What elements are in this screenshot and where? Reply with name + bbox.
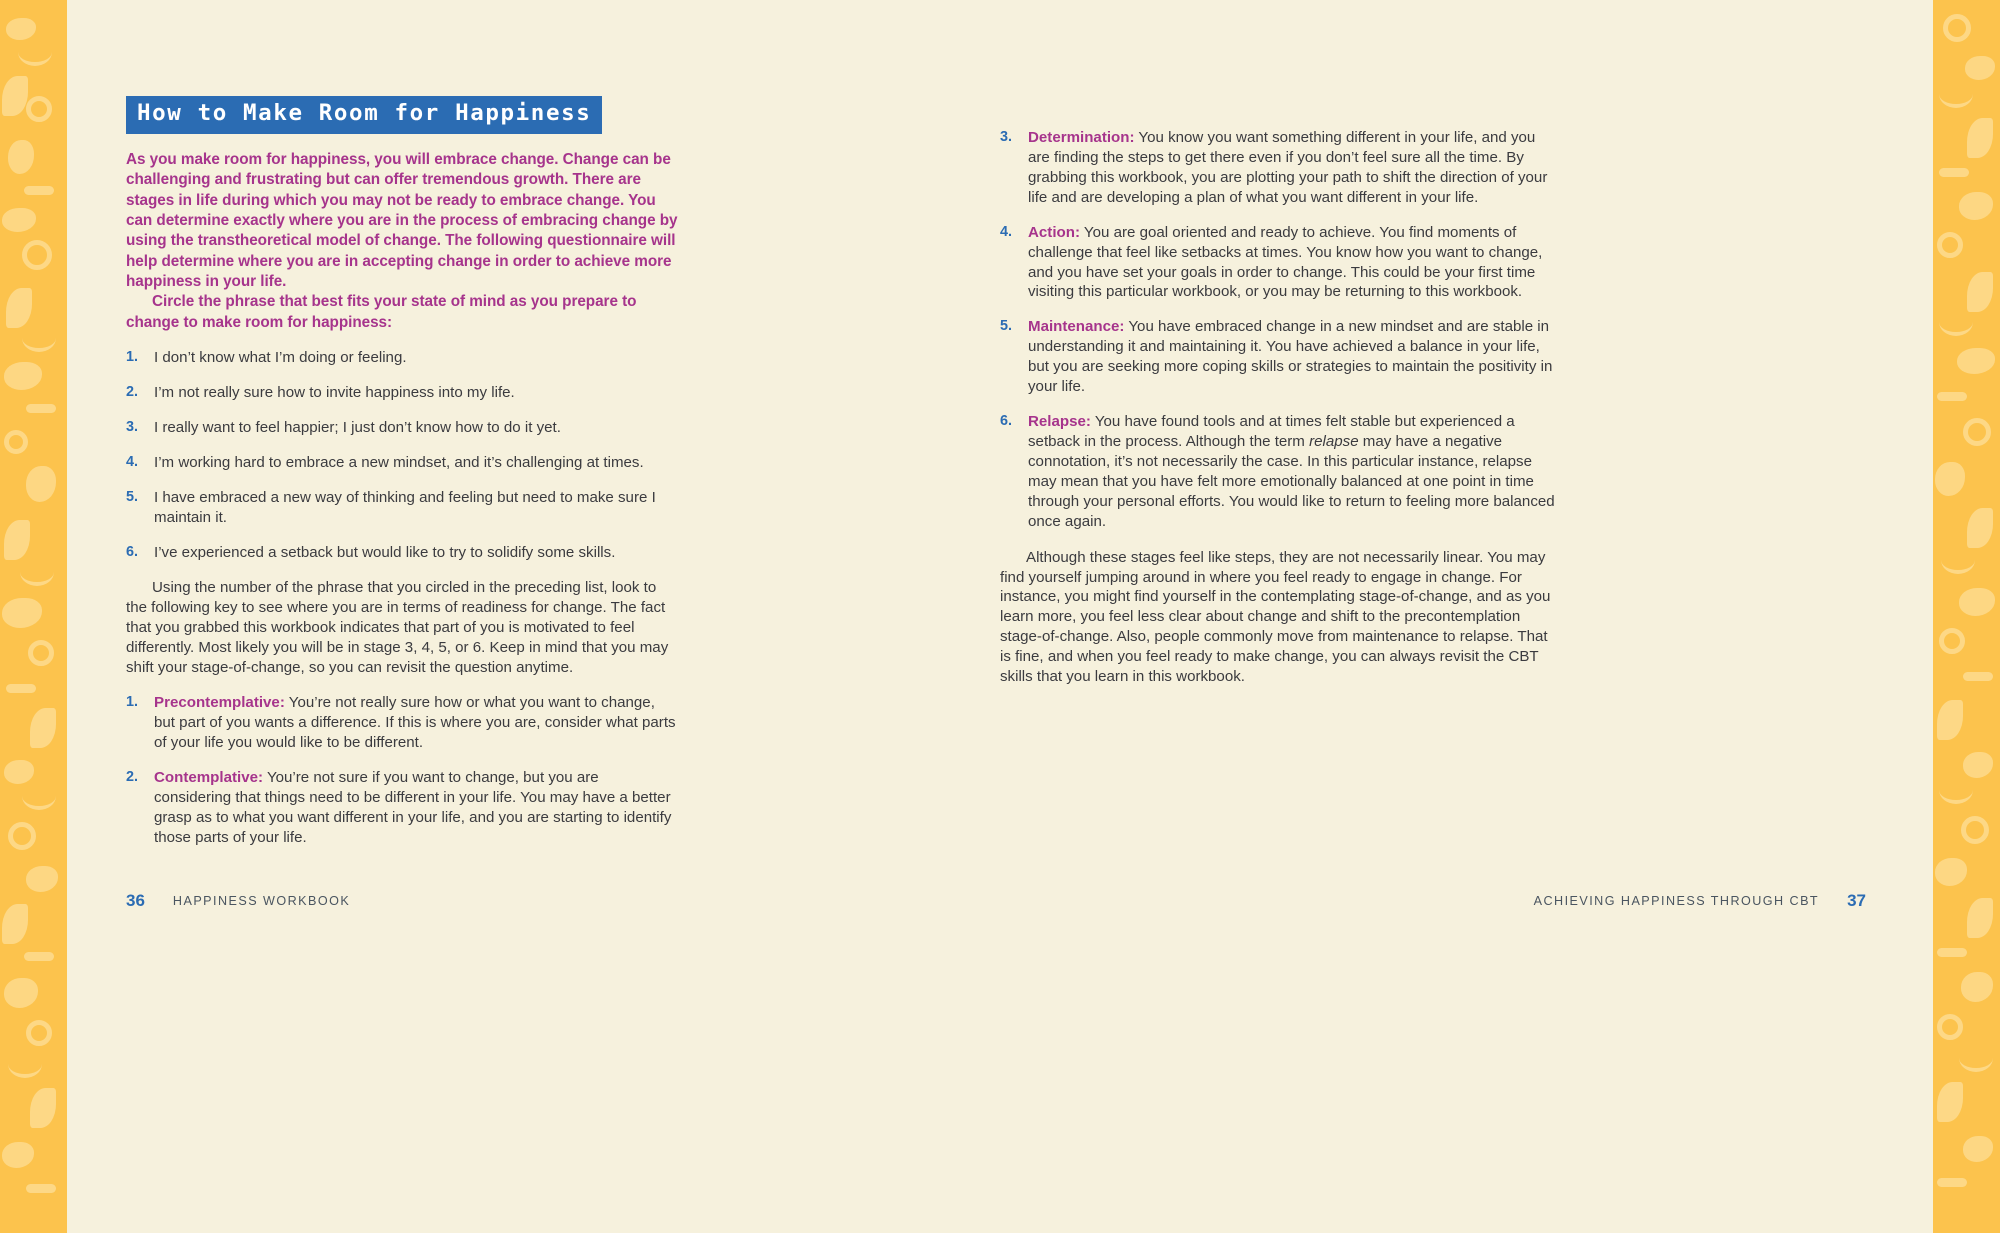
- stage-key-list-right: [1000, 128, 1560, 532]
- list-item-text: I’m not really sure how to invite happiness into my life.: [154, 383, 515, 401]
- list-item-number: 5.: [126, 488, 139, 505]
- key-intro-paragraph: Using the number of the phrase that you circled in the preceding list, look to the following key to see where you are in terms of readiness for change. The fact that you grabbed this workbook indicates that part of you is motivated to feel differently. Most likely you will be in stage 3, 4, 5, or 6. Keep in mind that you may shift your stage-of-change, so you can revisit the question anytime.: [126, 579, 669, 677]
- list-item-number: 1.: [126, 348, 139, 365]
- page-number: 37: [1847, 891, 1866, 910]
- list-item-number: 2.: [126, 383, 139, 400]
- footer-right: [1534, 881, 1866, 921]
- footer-left: [126, 881, 350, 921]
- decorative-border-right: [1933, 0, 2000, 1233]
- stage-description: You know you want something different in your life, and you are finding the steps to get there even if you don’t feel sure all the time. By grabbing this workbook, you are plotting your path to shift the direction of your life and are developing a plan of what you want different in your life.: [1028, 129, 1548, 206]
- list-item-number: 4.: [1000, 223, 1013, 240]
- decorative-border-left: [0, 0, 67, 1233]
- list-item[interactable]: [126, 488, 680, 528]
- right-page-content: [1000, 128, 1560, 687]
- page-title: How to Make Room for Happiness: [126, 96, 602, 134]
- page-number: 36: [126, 891, 145, 910]
- list-item[interactable]: [1000, 412, 1560, 532]
- list-item[interactable]: [126, 453, 680, 473]
- stage-term: Determination:: [1028, 129, 1135, 146]
- list-item-text: I’ve experienced a setback but would like to try to solidify some skills.: [154, 543, 616, 561]
- list-item-number: 2.: [126, 768, 139, 785]
- stage-description-before: You have found tools and at times felt stable but experienced a setback in the process. Although the term: [1028, 413, 1515, 450]
- list-item[interactable]: [126, 418, 680, 438]
- list-item-text: I don’t know what I’m doing or feeling.: [154, 348, 407, 366]
- list-item[interactable]: [1000, 223, 1560, 303]
- list-item-number: 1.: [126, 694, 139, 711]
- stage-term: Relapse:: [1028, 413, 1091, 431]
- stage-description: You’re not sure if you want to change, but you are considering that things need to be different in your life. You may have a better grasp as to what you want different in your life, and you are starting to identify those parts of your life.: [154, 768, 672, 846]
- stage-description: You have embraced change in a new mindset and are stable in understanding it and maintaining it. You have achieved a balance in your life, but you are seeking more coping skills or strategies to maintain the positivity in your life.: [1028, 318, 1553, 396]
- list-item-text: I’m working hard to embrace a new mindset, and it’s challenging at times.: [154, 453, 644, 471]
- footer-label: HAPPINESS WORKBOOK: [172, 894, 351, 908]
- footer-label: ACHIEVING HAPPINESS THROUGH CBT: [1533, 894, 1820, 908]
- stage-description: You are goal oriented and ready to achieve. You find moments of challenge that feel like setbacks at times. You know how you want to change, and you have set your goals in order to change. This could be your first time visiting this particular workbook, or you may be returning to this workbook.: [1028, 223, 1543, 301]
- list-item-number: 3.: [126, 418, 139, 435]
- phrase-list: [126, 348, 680, 562]
- intro-paragraph: [126, 150, 680, 333]
- stage-key-list-left: [126, 693, 680, 847]
- closing-paragraph: Although these stages feel like steps, they are not necessarily linear. You may find yourself jumping around in where you feel ready to engage in change. For instance, you might find yourself in the contemplating stage-of-change, and as you learn more, you feel less clear about change and shift to the precontemplation stage-of-change. Also, people commonly move from maintenance to relapse. That is fine, and when you feel ready to make change, you can always revisit the CBT skills that you learn in this workbook.: [1000, 548, 1551, 686]
- stage-term: Contemplative:: [154, 768, 264, 786]
- list-item[interactable]: [1000, 128, 1560, 208]
- stage-term: Precontemplative:: [154, 694, 285, 712]
- stage-description-italic: relapse: [1309, 432, 1359, 450]
- list-item-number: 4.: [126, 453, 139, 470]
- stage-term: Action:: [1028, 223, 1080, 241]
- list-item[interactable]: [126, 693, 680, 753]
- list-item-text: I have embraced a new way of thinking and feeling but need to make sure I maintain it.: [154, 488, 656, 526]
- list-item[interactable]: [1000, 317, 1560, 397]
- list-item-number: 5.: [1000, 318, 1013, 335]
- right-page: [1000, 0, 1933, 1233]
- stage-term: Maintenance:: [1028, 318, 1125, 336]
- list-item[interactable]: [126, 768, 680, 848]
- list-item[interactable]: [126, 383, 680, 403]
- intro-paragraph-text: As you make room for happiness, you will embrace change. Change can be challenging and frustrating but can offer tremendous growth. There are stages in life during which you may not be ready to embrace change. You can determine exactly where you are in the process of embracing change by using the transtheoretical model of change. The following questionnaire will help determine where you are in accepting change in order to achieve more happiness in your life.: [126, 150, 678, 290]
- list-item-number: 3.: [1000, 129, 1013, 145]
- list-item[interactable]: [126, 348, 680, 368]
- left-page-content: [126, 96, 680, 847]
- list-item[interactable]: [126, 543, 680, 563]
- intro-prompt: Circle the phrase that best fits your state of mind as you prepare to change to make room for happiness:: [126, 293, 637, 331]
- list-item-text: I really want to feel happier; I just don’t know how to do it yet.: [154, 418, 561, 436]
- stage-description: You’re not really sure how or what you want to change, but part of you wants a difference. If this is where you are, consider what parts of your life you would like to be different.: [154, 694, 676, 751]
- left-page: [67, 0, 1000, 1233]
- list-item-number: 6.: [1000, 413, 1013, 430]
- list-item-number: 6.: [126, 543, 139, 560]
- stage-description-after: may have a negative connotation, it’s not necessarily the case. In this particular instance, relapse may mean that you have felt more emotionally balanced at one point in time through your personal efforts. You would like to return to feeling more balanced once again.: [1028, 432, 1555, 530]
